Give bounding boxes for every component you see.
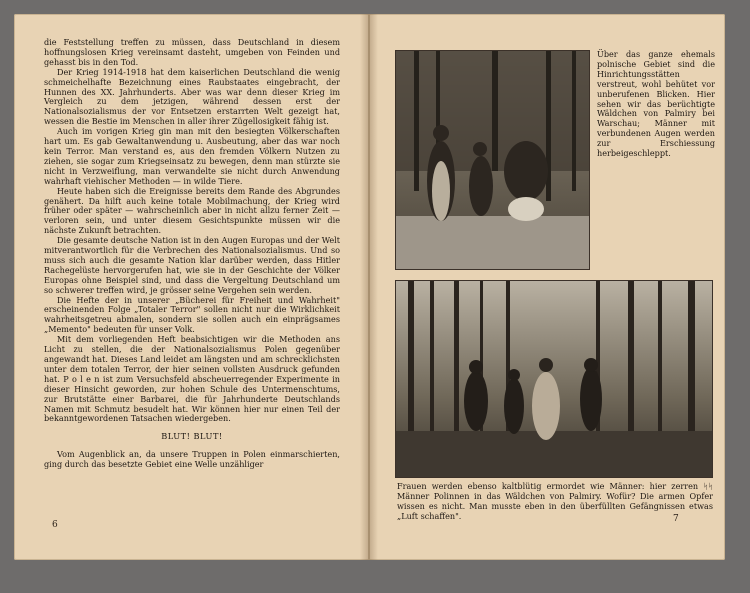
paragraph: Mit dem vorliegenden Heft beabsichtigen wir die Methoden ans Licht zu stellen, die der Nationalsozialismus Polen gegenüber angewandt hat. Dieses Land leidet am längsten und am schrecklichsten unter dem totalen Terror, der hier seinen vollsten Ausdruck gefunden hat. P o l e n ist zum Versuchsfeld abscheuerregender Experimente in dieser Hinsicht geworden, zur hohen Schule des Untermenschtums, zur Brutstätte einer Barbarei, die für Jahrhunderte Deutschlands Namen mit Schmutz besudelt hat. Wir können hier nur einen Teil der bekanntgewordenen Tatsachen wiedergeben. bbox=[44, 334, 340, 424]
section-heading: BLUT! BLUT! bbox=[161, 431, 223, 442]
paragraph: Die Hefte der in unserer „Bücherei für Freiheit und Wahrheit" erscheinenden Folge „Totaler Terror" sollen nicht nur die Wirklichkeit wahrheitsgetreu abmalen, sondern sie sollen auch ein einprägsames „Memento" bedeuten für unser Volk. bbox=[44, 294, 340, 335]
paragraph: Der Krieg 1914-1918 hat dem kaiserlichen Deutschland die wenig schmeichelhafte Bezeichnung eines Raubstaates eingebracht, der Hunnen des XX. Jahrhunderts. Aber was war denn dieser Krieg im Vergleich zu dem jetzigen, während dessen erst der Nationalsozialismus der vor Entsetzen erstarrten Welt gezeigt hat, wessen die Bestie im Menschen in aller ihrer Zügellosigkeit fähig ist. bbox=[44, 66, 340, 127]
book-gutter bbox=[360, 14, 378, 560]
paragraph: Heute haben sich die Ereignisse bereits dem Rande des Abgrundes genähert. Da hilft auch keine totale Mobilmachung, der Krieg wird früher oder später — wahrscheinlich aber in nicht allzu ferner Zeit — verloren sein, und unter diesem Gesichtspunkte müssen wir die nächste Zukunft betrachten. bbox=[44, 185, 340, 236]
paragraph: Die gesamte deutsche Nation ist in den Augen Europas und der Welt mitverantwortlich für die Verbrechen des Nationalsozialismus. Und so muss sich auch die gesamte Nation klar darüber werden, dass Hitler Rachegelüste hervorgerufen hat, wie sie in der Geschichte der Völker Europas ohne Beispiel sind, und dass die Vergeltung Deutschland um so schwerer treffen wird, je grösser seine Vergehen sein werden. bbox=[44, 235, 340, 295]
page-number-left: 6 bbox=[52, 520, 58, 530]
photo-image bbox=[396, 281, 712, 477]
paragraph: Auch im vorigen Krieg gin man mit den besiegten Völkerschaften hart um. Es gab Gewaltanwendung u. Ausbeutung, aber das war noch kein Terror. Man verstand es, aus den fremden Völkern Nutzen zu ziehen, sie sogar zum Kriegseinsatz zu bewegen, denn man stürzte sie nicht in Verzweiflung, man verwandelte sie nicht durch Anwendung wahrhaft viehischer Methoden — in wilde Tiere. bbox=[44, 126, 340, 186]
women-forest-photo bbox=[395, 280, 713, 478]
paragraph: Vom Augenblick an, da unsere Truppen in Polen einmarschierten, ging durch das besetzte Gebiet eine Welle unzähliger bbox=[44, 449, 340, 470]
paragraph: die Feststellung treffen zu müssen, dass Deutschland in diesem hoffnungslosen Krieg vereinsamt dasteht, umgeben von Feinden und gehasst bis in den Tod. bbox=[44, 37, 340, 67]
photo-caption: Frauen werden ebenso kaltblütig ermordet wie Männer: hier zerren ᛋᛋ Männer Polinnen in das Wäldchen von Palmiry. Wofür? Die armen Opfer wissen es nicht. Man musste eben in den überfüllten Gefängnissen etwas „Luft schaffen". bbox=[397, 481, 713, 521]
photo-image bbox=[396, 51, 589, 269]
forest-execution-photo bbox=[395, 50, 590, 270]
page-number-right: 7 bbox=[673, 514, 679, 524]
left-page-text bbox=[44, 38, 340, 470]
photo-side-caption: Über das ganze ehemals polnische Gebiet sind die Hinrichtungsstätten verstreut, wohl behütet vor unberufenen Blicken. Hier sehen wir das berüchtigte Wäldchen von Palmiry bei Warschau; Männer mit verbundenen Augen werden zur Erschiessung herbeigeschleppt. bbox=[597, 49, 715, 159]
